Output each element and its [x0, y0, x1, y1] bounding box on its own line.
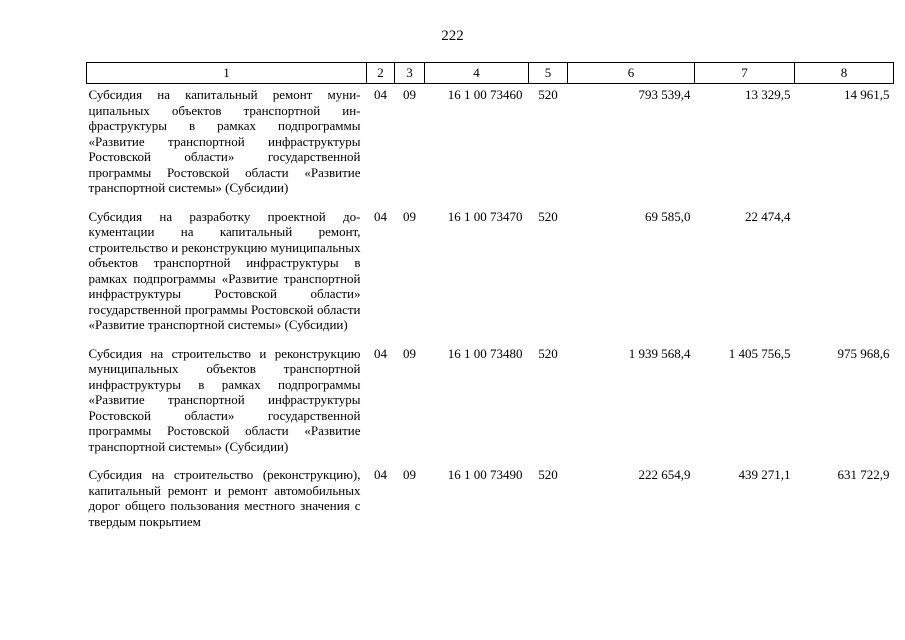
expense-type-code: 520 [538, 87, 558, 102]
amount-col-6: 793 539,4 [638, 87, 691, 102]
expense-type-code: 520 [538, 345, 558, 361]
column-header: 8 [795, 63, 894, 84]
amount-col-8: 975 968,6 [837, 345, 890, 361]
table-row [87, 84, 894, 204]
amount-col-8: 631 722,9 [837, 467, 890, 482]
target-article-code: 16 1 00 73460 [447, 87, 523, 102]
column-header: 4 [425, 63, 529, 84]
subsection-code: 09 [403, 345, 416, 361]
item-name: Субсидия на капитальный ремонт муниципальных объектов транспортной инфраструктуры в рамках подпрограммы «Развитие транспортной инфраструктуры Ростовской области» государственной программы Ростовской области «Развитие транспортной системы» (Субсидии) [88, 87, 361, 195]
amount-col-7: 13 329,5 [745, 87, 791, 102]
column-header: 1 [87, 63, 367, 84]
amount-col-8: 14 961,5 [844, 87, 890, 102]
amount-col-6: 222 654,9 [638, 467, 691, 482]
amount-col-8 [795, 204, 894, 341]
budget-table [86, 62, 894, 537]
section-code: 04 [374, 87, 387, 102]
amount-col-6: 69 585,0 [645, 208, 691, 224]
item-name: Субсидия на строительство (реконструкцию), капитальный ремонт и ремонт автомобильных дорог общего пользования местного значения с твердым покрытием [88, 467, 361, 529]
expense-type-code: 520 [538, 208, 558, 224]
target-article-code: 16 1 00 73470 [447, 208, 523, 224]
section-code: 04 [374, 345, 387, 361]
amount-col-6: 1 939 568,4 [628, 345, 691, 361]
subsection-code: 09 [403, 467, 416, 482]
section-code: 04 [374, 208, 387, 224]
column-header: 5 [529, 63, 568, 84]
column-header: 2 [367, 63, 395, 84]
table-row [87, 341, 894, 463]
column-header: 6 [568, 63, 695, 84]
target-article-code: 16 1 00 73480 [447, 345, 523, 361]
expense-type-code: 520 [538, 467, 558, 482]
amount-col-7: 1 405 756,5 [728, 345, 791, 361]
table-row [87, 462, 894, 537]
amount-col-7: 22 474,4 [745, 208, 791, 224]
subsection-code: 09 [403, 87, 416, 102]
section-code: 04 [374, 467, 387, 482]
item-name: Субсидия на строительство и реконструкцию муниципальных объектов транспортной инфраструктуры в рамках подпрограммы «Развитие транспортной инфраструктуры Ростовской области» государственной программы Ростовской области «Развитие транспортной системы» (Субсидии) [88, 345, 361, 454]
subsection-code: 09 [403, 208, 416, 224]
column-header: 3 [395, 63, 425, 84]
table-header-row [87, 63, 894, 84]
page-number: 222 [441, 28, 464, 44]
table-row [87, 204, 894, 341]
item-name: Субсидия на разработку проектной документации на капитальный ремонт, строительство и реконструкцию муниципальных объектов транспортной инфраструктуры в рамках подпрограммы «Развитие транспортной инфраструктуры Ростовской области» государственной программы Ростовской области «Развитие транспортной системы» (Субсидии) [88, 208, 361, 332]
amount-col-7: 439 271,1 [738, 467, 791, 482]
target-article-code: 16 1 00 73490 [447, 467, 523, 482]
column-header: 7 [695, 63, 795, 84]
